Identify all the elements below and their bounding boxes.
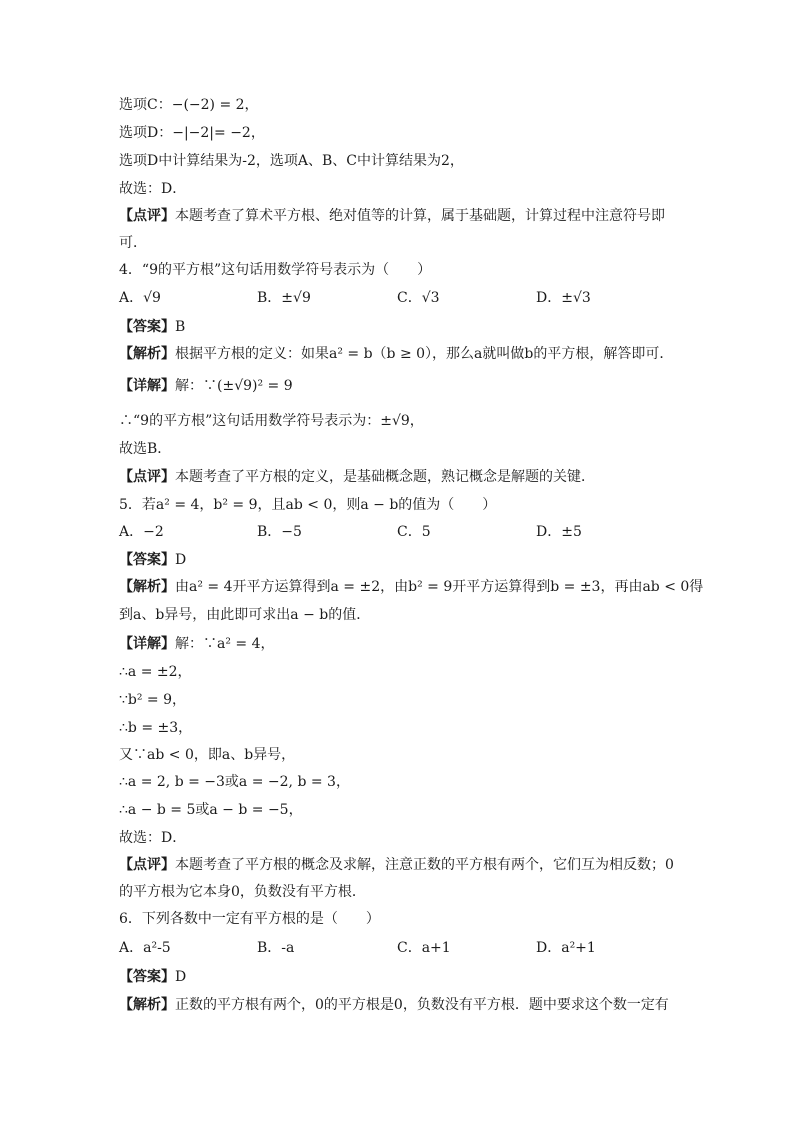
- line-text: 选项D中计算结果为-2，选项A、B、C中计算结果为2，: [119, 153, 464, 169]
- line-text: 又∵ab < 0，即a、b异号，: [119, 747, 296, 763]
- text-line: [119, 772, 350, 792]
- question-6: [119, 909, 380, 929]
- text-line: [119, 718, 192, 738]
- line-tag: 【答案】: [119, 319, 175, 335]
- line-text: ∴b = ±3，: [119, 720, 193, 736]
- line-tag: 【点评】: [119, 469, 175, 485]
- text-line: [119, 828, 186, 848]
- line-text: 故选：D．: [119, 181, 187, 197]
- line-text: 解：∵(±√9)² = 9: [175, 378, 293, 394]
- line-text: 根据平方根的定义：如果a² = b（b ≥ 0），那么a就叫做b的平方根，解答即可．: [175, 346, 674, 362]
- line-tag: 【点评】: [119, 857, 175, 873]
- q4-option-b: B．±√9: [257, 290, 311, 306]
- text-line: [119, 634, 275, 654]
- line-text: ∴“9的平方根”这句话用数学符号表示为：±√9，: [119, 413, 424, 429]
- line-text: 本题考查了平方根的概念及求解，注意正数的平方根有两个，它们互为相反数；0: [175, 857, 674, 873]
- line-text: ∴a = 2, b = −3或a = −2, b = 3，: [119, 774, 350, 790]
- q5-option-c: C．5: [397, 524, 431, 540]
- line-text: B: [175, 319, 186, 335]
- line-text: 的平方根为它本身0，负数没有平方根．: [119, 884, 366, 900]
- q5-option-b: B．−5: [257, 524, 302, 540]
- text-line: [119, 439, 171, 459]
- line-text: 选项D：−|−2|= −2，: [119, 125, 265, 141]
- q4-option-c: C．√3: [397, 290, 440, 306]
- text-line: [119, 967, 186, 987]
- line-text: 5．若a² = 4，b² = 9，且ab < 0，则a − b的值为（ ）: [119, 497, 497, 513]
- line-text: 6．下列各数中一定有平方根的是（ ）: [119, 911, 380, 927]
- text-line: [119, 123, 265, 143]
- line-tag: 【点评】: [119, 208, 175, 224]
- text-line: [119, 577, 703, 597]
- line-tag: 【详解】: [119, 636, 175, 652]
- text-line: [119, 151, 464, 171]
- line-tag: 【详解】: [119, 378, 175, 394]
- line-text: D: [175, 552, 187, 568]
- line-text: 故选：D．: [119, 830, 187, 846]
- line-tag: 【答案】: [119, 552, 175, 568]
- text-line: [119, 206, 665, 226]
- q6-option-c: C．a+1: [397, 940, 451, 956]
- text-line: [119, 690, 186, 710]
- text-line: [119, 233, 147, 253]
- line-text: ∴a = ±2，: [119, 664, 192, 680]
- line-tag: 【解析】: [119, 997, 175, 1013]
- text-line: [119, 179, 186, 199]
- q4-option-d: D．±√3: [536, 290, 591, 306]
- line-text: 可．: [119, 235, 147, 251]
- line-text: 到a、b异号，由此即可求出a − b的值．: [119, 607, 371, 623]
- text-line: [119, 467, 595, 487]
- line-text: ∵b² = 9，: [119, 692, 187, 708]
- line-text: 本题考查了平方根的定义，是基础概念题，熟记概念是解题的关键．: [175, 469, 595, 485]
- text-line: [119, 317, 185, 337]
- line-text: 4．“9的平方根”这句话用数学符号表示为（ ）: [119, 262, 432, 278]
- text-line: [119, 376, 293, 396]
- line-text: 本题考查了算术平方根、绝对值等的计算，属于基础题，计算过程中注意符号即: [175, 208, 665, 224]
- line-tag: 【解析】: [119, 346, 175, 362]
- text-line: [119, 411, 424, 431]
- text-line: [119, 855, 674, 875]
- q6-option-b: B．-a: [257, 940, 295, 956]
- line-text: 解：∵a² = 4，: [175, 636, 275, 652]
- line-tag: 【答案】: [119, 969, 175, 985]
- line-tag: 【解析】: [119, 579, 175, 595]
- q4-option-a: A．√9: [119, 290, 161, 306]
- line-text: 故选B．: [119, 441, 172, 457]
- line-text: 由a² = 4开平方运算得到a = ±2，由b² = 9开平方运算得到b = ±3，再由ab < 0得: [175, 579, 704, 595]
- text-line: [119, 882, 366, 902]
- question-4: [119, 260, 431, 280]
- line-text: 选项C：−(−2) = 2，: [119, 97, 259, 113]
- q6-option-a: A．a²-5: [119, 940, 171, 956]
- text-line: [119, 550, 186, 570]
- q6-option-d: D．a²+1: [536, 940, 596, 956]
- line-text: 正数的平方根有两个，0的平方根是0，负数没有平方根．题中要求这个数一定有: [175, 997, 669, 1013]
- text-line: [119, 995, 669, 1015]
- text-line: [119, 605, 370, 625]
- question-5: [119, 495, 496, 515]
- q5-option-a: A．−2: [119, 524, 164, 540]
- text-line: [119, 95, 259, 115]
- text-line: [119, 344, 673, 364]
- line-text: ∴a − b = 5或a − b = −5，: [119, 802, 303, 818]
- text-line: [119, 800, 303, 820]
- q5-option-d: D．±5: [536, 524, 582, 540]
- text-line: [119, 662, 192, 682]
- line-text: D: [175, 969, 187, 985]
- text-line: [119, 745, 295, 765]
